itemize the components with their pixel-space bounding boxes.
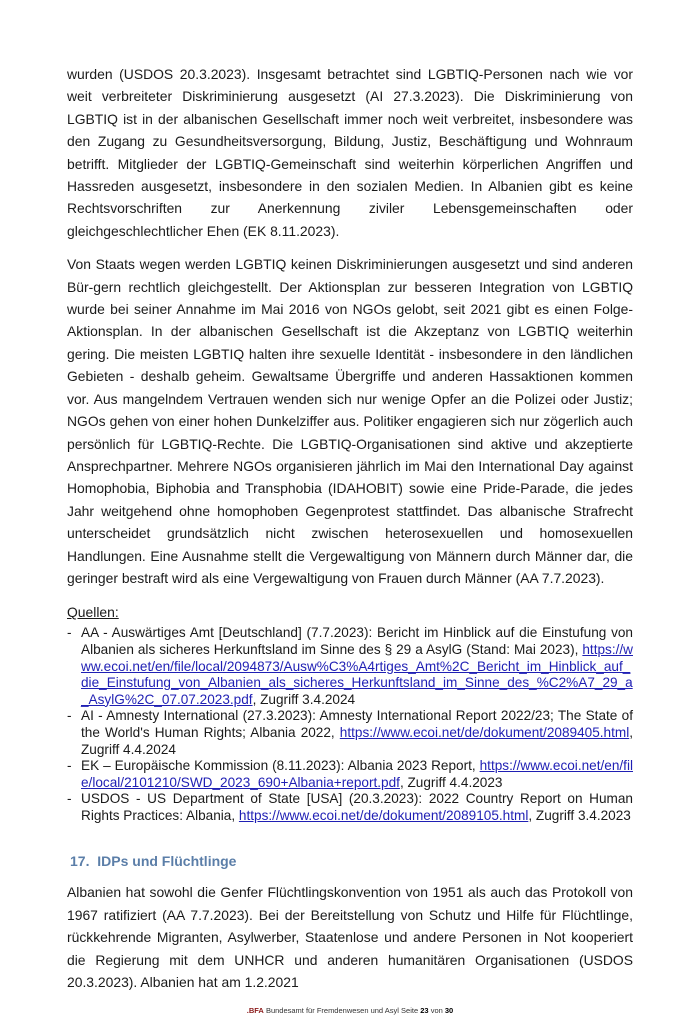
section-title: IDPs und Flüchtlinge xyxy=(97,853,237,870)
bfa-logo: .BFA xyxy=(246,1005,264,1015)
source-item xyxy=(67,625,633,708)
source-text: AA - Auswärtiges Amt [Deutschland] (7.7.2023): Bericht im Hinblick auf die Einstufung von Albanien als sicheres Herkunftsland im Sinne des § 29 a AsylG (Stand: Mai 2023), xyxy=(81,625,633,657)
paragraph-refugees: Albanien hat sowohl die Genfer Flüchtlingskonvention von 1951 als auch das Protokoll von 1967 ratifiziert (AA 7.7.2023). Bei der Bereitstellung von Schutz und Hilfe für Flüchtlinge, rückkehrende Migranten, Asylwerber, Staatenlose und andere Personen in Not kooperiert die Regierung mit dem UNHCR und anderen humanitären Organisationen (USDOS 20.3.2023). Albanien hat am 1.2.2021 xyxy=(67,884,633,991)
paragraph-lgbtiq-discrimination: wurden (USDOS 20.3.2023). Insgesamt betrachtet sind LGBTIQ-Personen nach wie vor weit verbreiteter Diskriminierung ausgesetzt (AI 27.3.2023). Die Diskriminierung von LGBTIQ ist in der albanischen Gesellschaft immer noch weit verbreitet, insbesondere was den Zugang zu Gesundheitsversorgung, Bildung, Justiz, Beschäftigung und Wohnraum betrifft. Mitglieder der LGBTIQ-Gemeinschaft sind weiterhin körperlichen Angriffen und Hassreden ausgesetzt, insbesondere in den sozialen Medien. In Albanien gibt es keine Rechtsvorschriften zur Anerkennung ziviler Lebensgemeinschaften oder gleichgeschlechtlicher Ehen (EK 8.11.2023). xyxy=(67,66,633,239)
page-footer xyxy=(0,1006,700,1036)
source-item xyxy=(67,708,633,758)
source-item xyxy=(67,791,633,824)
source-item xyxy=(67,758,633,791)
source-access-date: , Zugriff 3.4.2023 xyxy=(528,807,631,823)
footer-page-label: Seite xyxy=(401,1005,419,1015)
source-link[interactable]: https://www.ecoi.net/de/dokument/2089105.html xyxy=(238,807,529,823)
source-link[interactable]: https://www.ecoi.net/en/file/local/2101210/SWD_2023_690+Albania+report.pdf xyxy=(81,758,633,790)
sources-heading: Quellen: xyxy=(67,604,119,621)
source-text: EK – Europäische Kommission (8.11.2023): Albania 2023 Report, xyxy=(81,758,480,774)
footer-of-label: von xyxy=(430,1005,443,1015)
source-link[interactable]: https://www.ecoi.net/de/dokument/2089405.html xyxy=(339,724,630,740)
paragraph-lgbtiq-state: Von Staats wegen werden LGBTIQ keinen Diskriminierungen ausgesetzt und sind anderen Bür-gern rechtlich gleichgestellt. Der Aktionsplan zur besseren Integration von LGBTIQ wurde bei seiner Annahme im Mai 2016 von NGOs gelobt, seit 2021 gibt es einen Folge-Aktionsplan. In der albanischen Gesellschaft ist die Akzeptanz von LGBTIQ weiterhin gering. Die meisten LGBTIQ halten ihre sexuelle Identität - insbesondere in den ländlichen Gebieten - deshalb geheim. Gewaltsame Übergriffe und anderen Hassaktionen kommen vor. Aus mangelndem Vertrauen wenden sich nur wenige Opfer an die Polizei oder Justiz; NGOs gehen von einer hohen Dunkelziffer aus. Politiker engagieren sich nur zögerlich auch persönlich für LGBTIQ-Rechte. Die LGBTIQ-Organisationen sind aktive und akzeptierte Ansprechpartner. Mehrere NGOs organisieren jährlich im Mai den International Day against Homophobia, Biphobia and Transphobia (IDAHOBIT) sowie eine Pride-Parade, die jedes Jahr weitgehend ohne homophoben Gegenprotest stattfindet. Das albanische Strafrecht unterscheidet grundsätzlich nicht zwischen heterosexuellen und homosexuellen Handlungen. Eine Ausnahme stellt die Vergewaltigung von Männern durch Männer dar, die geringer bestraft wird als eine Vergewaltigung von Frauen durch Männer (AA 7.7.2023). xyxy=(67,256,633,586)
document-page xyxy=(67,0,633,994)
footer-page-total: 30 xyxy=(444,1005,454,1015)
footer-page-number: 23 xyxy=(420,1005,429,1015)
footer-org: Bundesamt für Fremdenwesen und Asyl xyxy=(265,1005,399,1015)
source-link[interactable]: https://www.ecoi.net/en/file/local/2094873/Ausw%C3%A4rtiges_Amt%2C_Bericht_im_Hinblick_auf_die_Einstufung_von_Albanien_als_sicheres_Herkunftsland_im_Sinne_des_%C2%A7_29_a_AsylG%2C_07.07.2023.pdf xyxy=(81,641,633,707)
source-access-date: , Zugriff 4.4.2024 xyxy=(81,724,633,757)
section-number: 17. xyxy=(70,853,90,870)
source-text: AI - Amnesty International (27.3.2023): Amnesty International Report 2022/23; The State of the World's Human Rights; Albania 2022, xyxy=(81,708,633,740)
sources-list xyxy=(67,625,633,824)
section-heading xyxy=(70,851,633,871)
source-access-date: , Zugriff 3.4.2024 xyxy=(252,691,356,707)
source-text: USDOS - US Department of State [USA] (20.3.2023): 2022 Country Report on Human Rights Practices: Albania, xyxy=(81,791,633,823)
source-access-date: , Zugriff 4.4.2023 xyxy=(399,774,503,790)
